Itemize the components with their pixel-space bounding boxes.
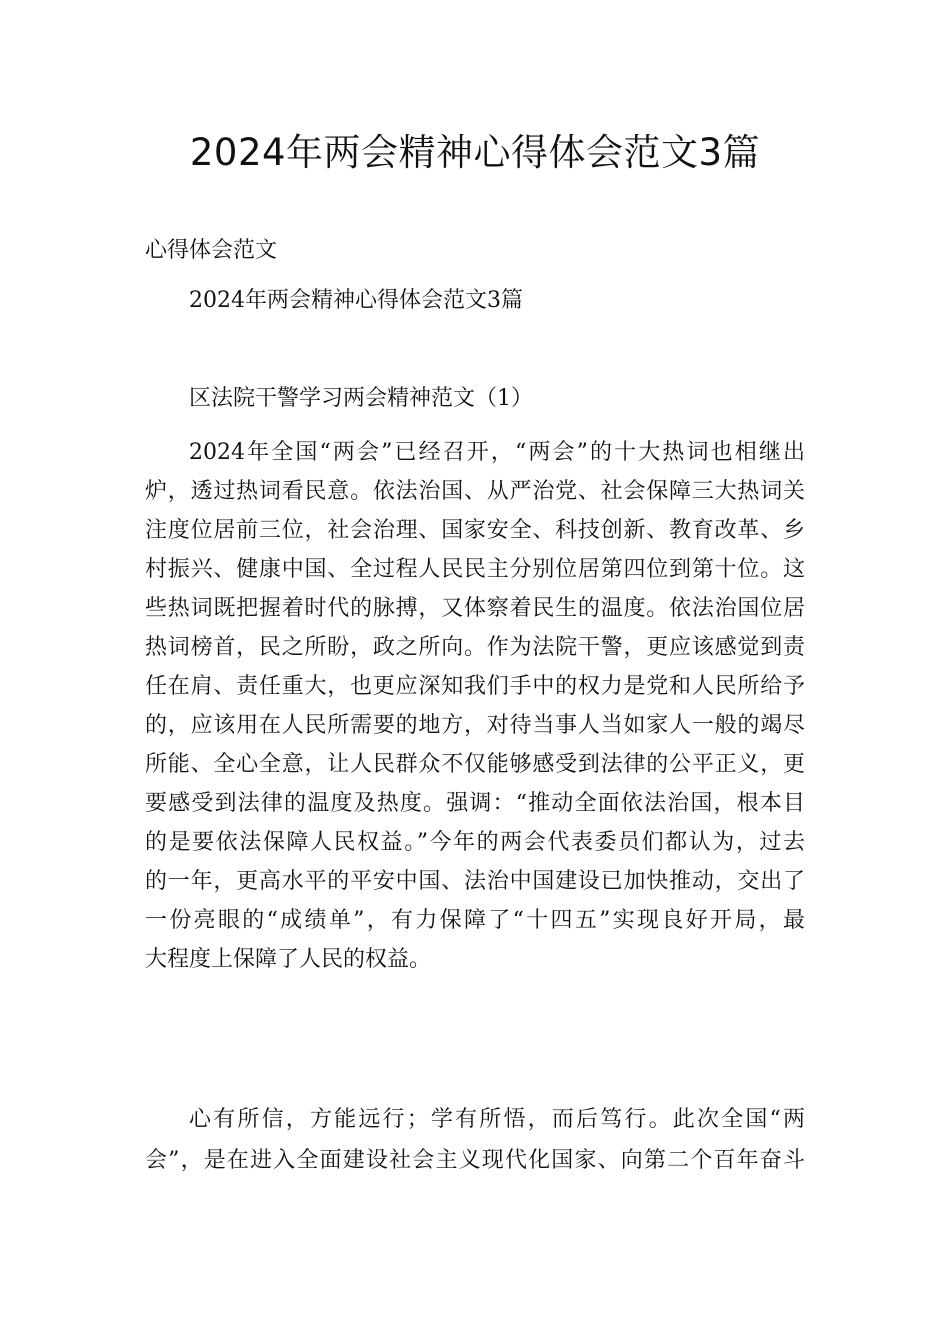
paragraph-line: 2024年全国“两会”已经召开，“两会”的十大热词也相继出	[189, 440, 805, 465]
paragraph-line: 心有所信，方能远行；学有所悟，而后笃行。此次全国“两	[189, 1107, 805, 1132]
paragraph-line: 要感受到法律的温度及热度。强调：“推动全面依法治国，根本目	[145, 791, 805, 816]
paragraph-line: 村振兴、健康中国、全过程人民民主分别位居第四位到第十位。这	[145, 557, 805, 582]
paragraph-line: 一份亮眼的“成绩单”，有力保障了“十四五”实现良好开局，最	[145, 908, 805, 933]
paragraph-line: 的是要依法保障人民权益。”今年的两会代表委员们都认为，过去	[145, 830, 805, 855]
paragraph-1	[145, 433, 805, 979]
paragraph-line: 炉，透过热词看民意。依法治国、从严治党、社会保障三大热词关	[145, 479, 805, 504]
section-title: 区法院干警学习两会精神范文（1）	[189, 386, 533, 411]
paragraph-line: 的一年，更高水平的平安中国、法治中国建设已加快推动，交出了	[145, 869, 805, 894]
paragraph-line: 会”，是在进入全面建设社会主义现代化国家、向第二个百年奋斗	[145, 1148, 805, 1173]
paragraph-line: 任在肩、责任重大，也更应深知我们手中的权力是党和人民所给予	[145, 674, 805, 699]
paragraph-line: 注度位居前三位，社会治理、国家安全、科技创新、教育改革、乡	[145, 518, 805, 543]
paragraph-line: 些热词既把握着时代的脉搏，又体察着民生的温度。依法治国位居	[145, 596, 805, 621]
paragraph-line: 大程度上保障了人民的权益。	[145, 947, 432, 972]
paragraph-2	[145, 1099, 805, 1181]
paragraph-line: 的，应该用在人民所需要的地方，对待当事人当如家人一般的竭尽	[145, 713, 805, 738]
paragraph-line: 所能、全心全意，让人民群众不仅能够感受到法律的公平正义，更	[145, 752, 805, 777]
document-title: 2024年两会精神心得体会范文3篇	[189, 131, 761, 174]
document-subtitle: 2024年两会精神心得体会范文3篇	[189, 288, 523, 313]
paragraph-line: 热词榜首，民之所盼，政之所向。作为法院干警，更应该感觉到责	[145, 635, 805, 660]
category-label: 心得体会范文	[145, 238, 278, 263]
